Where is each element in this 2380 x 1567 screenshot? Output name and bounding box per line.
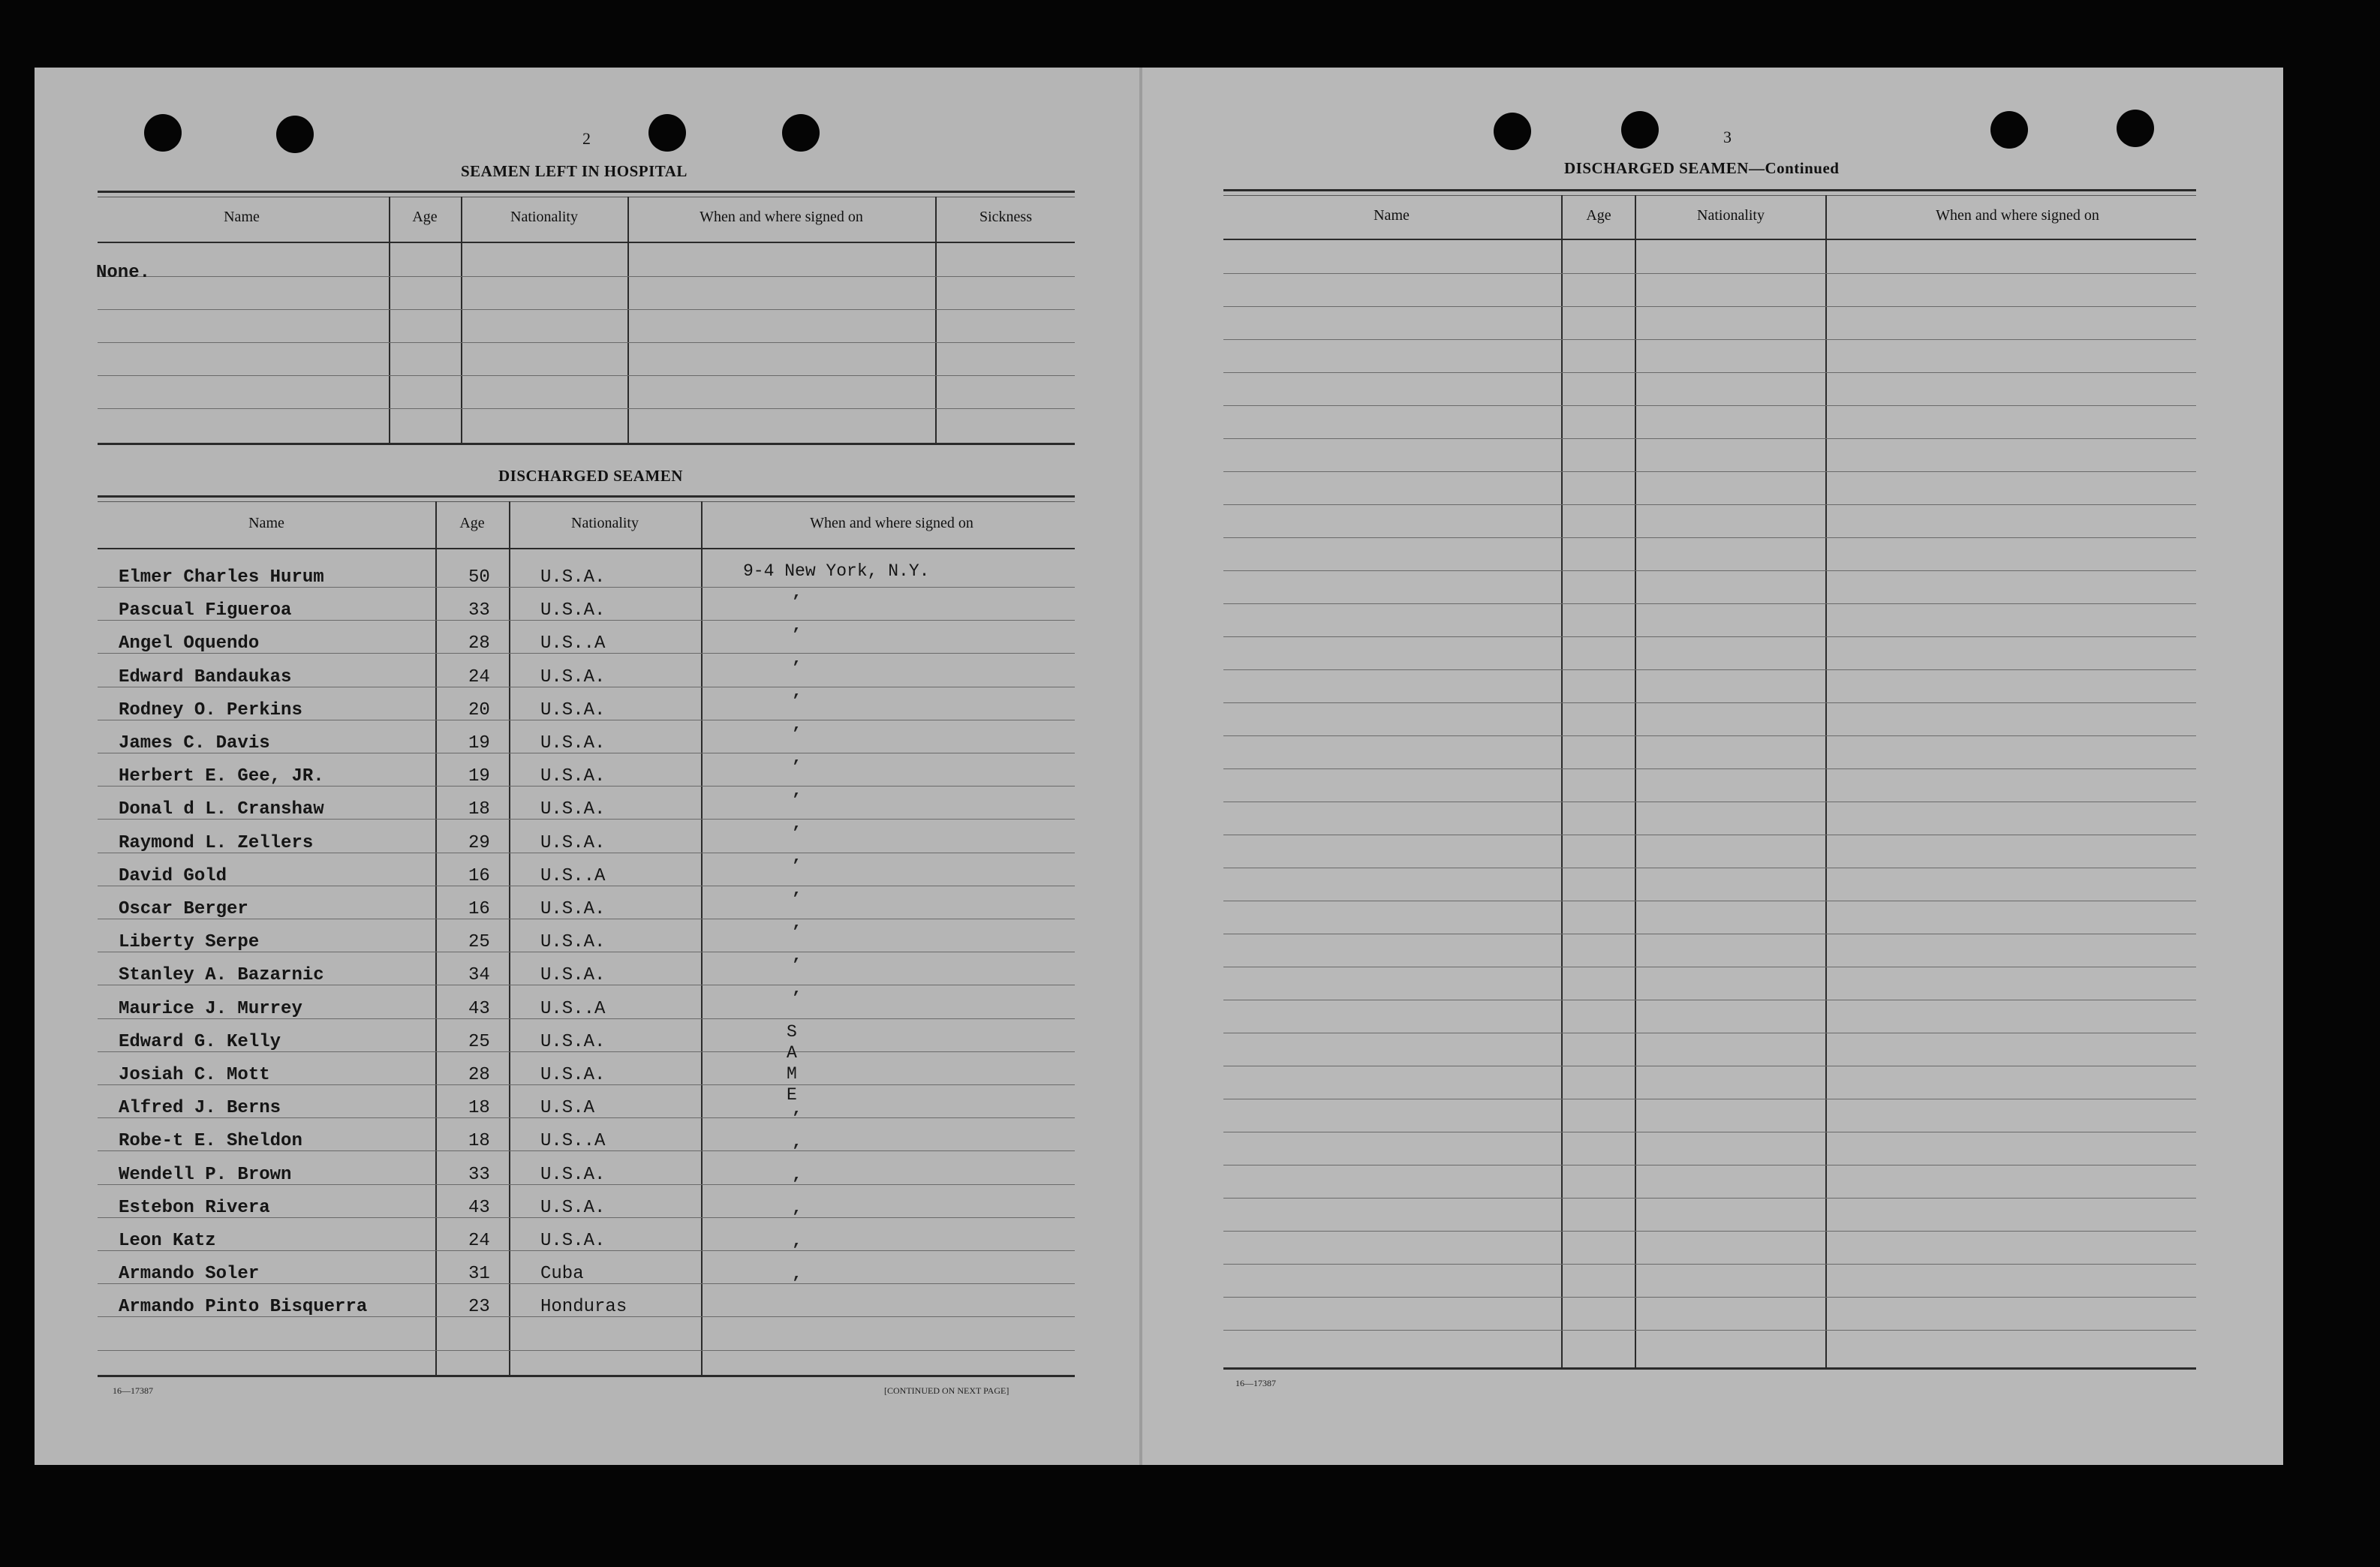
- ditto-mark: ’: [791, 1109, 802, 1128]
- hospital-table-top-border: [98, 191, 1075, 193]
- hospital-row-rule: [98, 342, 1075, 343]
- punch-hole: [2117, 110, 2154, 147]
- row-rule: [1223, 669, 2196, 670]
- seaman-name: Estebon Rivera: [119, 1198, 270, 1218]
- punch-hole: [648, 114, 686, 152]
- seaman-nationality: U.S.A.: [540, 833, 606, 853]
- seaman-name: Angel Oquendo: [119, 633, 260, 654]
- ditto-mark: ’: [791, 857, 802, 876]
- seaman-name: Elmer Charles Hurum: [119, 567, 324, 588]
- form-number: 16—17387: [1235, 1378, 1276, 1388]
- punch-hole: [1494, 113, 1531, 150]
- hospital-row-rule: [98, 309, 1075, 310]
- row-rule: [1223, 1330, 2196, 1331]
- signed-on-first-entry: 9-4 New York, N.Y.: [743, 561, 930, 581]
- seaman-name: Armando Soler: [119, 1264, 260, 1284]
- seaman-name: Leon Katz: [119, 1231, 216, 1251]
- seaman-name: Edward G. Kelly: [119, 1032, 281, 1052]
- seaman-age: 18: [468, 1131, 490, 1151]
- discharged-header-nationality: Nationality: [571, 515, 639, 531]
- hospital-table-bottom-border: [98, 443, 1075, 445]
- hospital-header-nationality: Nationality: [510, 209, 578, 225]
- row-rule: [1223, 339, 2196, 340]
- seaman-age: 19: [468, 733, 490, 753]
- row-rule: [1223, 504, 2196, 505]
- seaman-age: 50: [468, 567, 490, 588]
- seaman-name: Alfred J. Berns: [119, 1098, 281, 1118]
- seaman-nationality: U.S.A.: [540, 1231, 606, 1251]
- seaman-age: 25: [468, 932, 490, 952]
- seaman-age: 16: [468, 866, 490, 886]
- discharged-table-top-border: [98, 495, 1075, 498]
- hospital-header-signed-on: When and where signed on: [700, 209, 863, 225]
- seaman-name: Josiah C. Mott: [119, 1065, 270, 1085]
- ditto-mark: ’: [791, 593, 802, 612]
- punch-hole: [276, 116, 314, 153]
- ditto-mark: ’: [791, 659, 802, 678]
- seaman-nationality: Cuba: [540, 1264, 584, 1284]
- form-number: 16—17387: [113, 1385, 153, 1396]
- seaman-age: 23: [468, 1297, 490, 1317]
- same-letter: M: [787, 1064, 797, 1084]
- discharged-col-divider: [701, 501, 703, 1376]
- right-header-name: Name: [1374, 207, 1410, 224]
- seaman-nationality: U.S..A: [540, 999, 606, 1019]
- seaman-nationality: U.S.A.: [540, 766, 606, 787]
- seaman-age: 31: [468, 1264, 490, 1284]
- right-col-divider: [1635, 195, 1636, 1369]
- page-number: 3: [1723, 128, 1732, 146]
- seaman-age: 19: [468, 766, 490, 787]
- discharged-col-divider: [435, 501, 437, 1376]
- seaman-name: Stanley A. Bazarnic: [119, 965, 324, 985]
- punch-hole: [1990, 111, 2028, 149]
- ditto-mark: ’: [791, 923, 802, 942]
- row-rule: [1223, 702, 2196, 703]
- seaman-nationality: U.S.A.: [540, 600, 606, 621]
- hospital-row-rule: [98, 408, 1075, 409]
- hospital-col-divider: [627, 197, 629, 444]
- seaman-name: Donal d L. Cranshaw: [119, 799, 324, 820]
- right-col-divider: [1561, 195, 1563, 1369]
- hospital-header-sickness: Sickness: [979, 209, 1032, 225]
- seaman-age: 43: [468, 999, 490, 1019]
- ditto-mark: ’: [791, 692, 802, 711]
- discharged-col-divider: [509, 501, 510, 1376]
- seaman-name: Edward Bandaukas: [119, 667, 292, 687]
- same-letter: A: [787, 1043, 797, 1063]
- page-fold: [1139, 68, 1142, 1465]
- ditto-mark: ’: [791, 1274, 802, 1293]
- discharged-section-title: DISCHARGED SEAMEN: [498, 467, 683, 485]
- hospital-row-rule: [98, 375, 1075, 376]
- seaman-name: Pascual Figueroa: [119, 600, 292, 621]
- row-rule: [1223, 306, 2196, 307]
- discharged-table-top-rule: [98, 501, 1075, 502]
- hospital-section-title: SEAMEN LEFT IN HOSPITAL: [461, 162, 688, 180]
- discharged-header-age: Age: [459, 515, 485, 531]
- seaman-name: Herbert E. Gee, JR.: [119, 766, 324, 787]
- row-rule: [1223, 537, 2196, 538]
- seaman-name: Oscar Berger: [119, 899, 248, 919]
- ditto-mark: ’: [791, 1241, 802, 1260]
- seaman-nationality: U.S..A: [540, 866, 606, 886]
- ditto-mark: ’: [791, 758, 802, 777]
- ditto-mark: ’: [791, 725, 802, 744]
- seaman-nationality: U.S.A.: [540, 1165, 606, 1185]
- seaman-nationality: U.S.A.: [540, 932, 606, 952]
- ditto-mark: ’: [791, 626, 802, 645]
- discharged-header-name: Name: [248, 515, 284, 531]
- ditto-mark: ’: [791, 956, 802, 975]
- punch-hole: [782, 114, 820, 152]
- hospital-col-divider: [389, 197, 390, 444]
- ditto-mark: ’: [791, 1142, 802, 1161]
- right-header-nationality: Nationality: [1697, 207, 1765, 224]
- seaman-nationality: U.S..A: [540, 1131, 606, 1151]
- seaman-age: 24: [468, 1231, 490, 1251]
- seaman-nationality: U.S.A: [540, 1098, 595, 1118]
- seaman-age: 34: [468, 965, 490, 985]
- discharged-header-rule: [98, 548, 1075, 549]
- row-rule: [1223, 405, 2196, 406]
- seaman-age: 28: [468, 1065, 490, 1085]
- seaman-nationality: U.S.A.: [540, 567, 606, 588]
- right-table-top-border: [1223, 189, 2196, 191]
- row-rule: [1223, 1198, 2196, 1199]
- row-rule: [1223, 735, 2196, 736]
- punch-hole: [144, 114, 182, 152]
- seaman-nationality: Honduras: [540, 1297, 627, 1317]
- row-rule: [1223, 438, 2196, 439]
- ditto-mark: ’: [791, 989, 802, 1008]
- row-rule: [1223, 603, 2196, 604]
- seaman-name: Maurice J. Murrey: [119, 999, 302, 1019]
- hospital-entry-none: None.: [96, 263, 151, 283]
- seaman-nationality: U.S.A.: [540, 733, 606, 753]
- seaman-age: 33: [468, 600, 490, 621]
- hospital-col-divider: [935, 197, 937, 444]
- discharged-continued-title: DISCHARGED SEAMEN—Continued: [1564, 159, 1840, 177]
- row-rule: [1223, 636, 2196, 637]
- page-number: 2: [582, 129, 591, 148]
- seaman-nationality: U.S.A.: [540, 899, 606, 919]
- right-col-divider: [1825, 195, 1827, 1369]
- right-header-signed-on: When and where signed on: [1936, 207, 2099, 224]
- seaman-age: 33: [468, 1165, 490, 1185]
- row-rule: [1223, 372, 2196, 373]
- seaman-age: 25: [468, 1032, 490, 1052]
- seaman-nationality: U.S.A.: [540, 1065, 606, 1085]
- right-table-top-rule: [1223, 195, 2196, 196]
- seaman-nationality: U.S..A: [540, 633, 606, 654]
- seaman-name: Robe-t E. Sheldon: [119, 1131, 302, 1151]
- seaman-name: Armando Pinto Bisquerra: [119, 1297, 368, 1317]
- row-rule: [1223, 471, 2196, 472]
- row-rule: [1223, 1264, 2196, 1265]
- row-rule: [1223, 768, 2196, 769]
- seaman-age: 24: [468, 667, 490, 687]
- continued-note: [CONTINUED ON NEXT PAGE]: [884, 1385, 1009, 1396]
- row-rule: [1223, 273, 2196, 274]
- seaman-age: 28: [468, 633, 490, 654]
- hospital-header-name: Name: [224, 209, 260, 225]
- seaman-age: 43: [468, 1198, 490, 1218]
- seaman-age: 18: [468, 1098, 490, 1118]
- right-header-age: Age: [1586, 207, 1611, 224]
- seaman-age: 20: [468, 700, 490, 720]
- seaman-name: Wendell P. Brown: [119, 1165, 292, 1185]
- seaman-name: Raymond L. Zellers: [119, 833, 314, 853]
- seaman-age: 16: [468, 899, 490, 919]
- discharged-header-signed-on: When and where signed on: [810, 515, 973, 531]
- same-letter: S: [787, 1022, 797, 1042]
- row-rule: [98, 1350, 1075, 1351]
- right-table-bottom-border: [1223, 1367, 2196, 1370]
- punch-hole: [1621, 111, 1659, 149]
- seaman-name: James C. Davis: [119, 733, 270, 753]
- hospital-col-divider: [461, 197, 462, 444]
- ditto-mark: ’: [791, 1175, 802, 1194]
- right-header-rule: [1223, 239, 2196, 240]
- hospital-header-age: Age: [412, 209, 438, 225]
- same-letter: E: [787, 1085, 797, 1105]
- seaman-nationality: U.S.A.: [540, 1198, 606, 1218]
- row-rule: [1223, 1297, 2196, 1298]
- seaman-nationality: U.S.A.: [540, 799, 606, 820]
- ditto-mark: ’: [791, 1208, 802, 1227]
- seaman-nationality: U.S.A.: [540, 1032, 606, 1052]
- right-page-sheet: [1141, 68, 2283, 1465]
- seaman-nationality: U.S.A.: [540, 700, 606, 720]
- ditto-mark: ’: [791, 791, 802, 810]
- seaman-age: 29: [468, 833, 490, 853]
- ditto-mark: ’: [791, 824, 802, 843]
- discharged-table-bottom-border: [98, 1375, 1075, 1377]
- seaman-name: David Gold: [119, 866, 227, 886]
- hospital-row-rule: [98, 276, 1075, 277]
- row-rule: [1223, 570, 2196, 571]
- seaman-nationality: U.S.A.: [540, 667, 606, 687]
- ditto-mark: ’: [791, 890, 802, 909]
- hospital-header-rule: [98, 242, 1075, 243]
- seaman-name: Liberty Serpe: [119, 932, 260, 952]
- seaman-nationality: U.S.A.: [540, 965, 606, 985]
- seaman-name: Rodney O. Perkins: [119, 700, 302, 720]
- row-rule: [1223, 1231, 2196, 1232]
- seaman-age: 18: [468, 799, 490, 820]
